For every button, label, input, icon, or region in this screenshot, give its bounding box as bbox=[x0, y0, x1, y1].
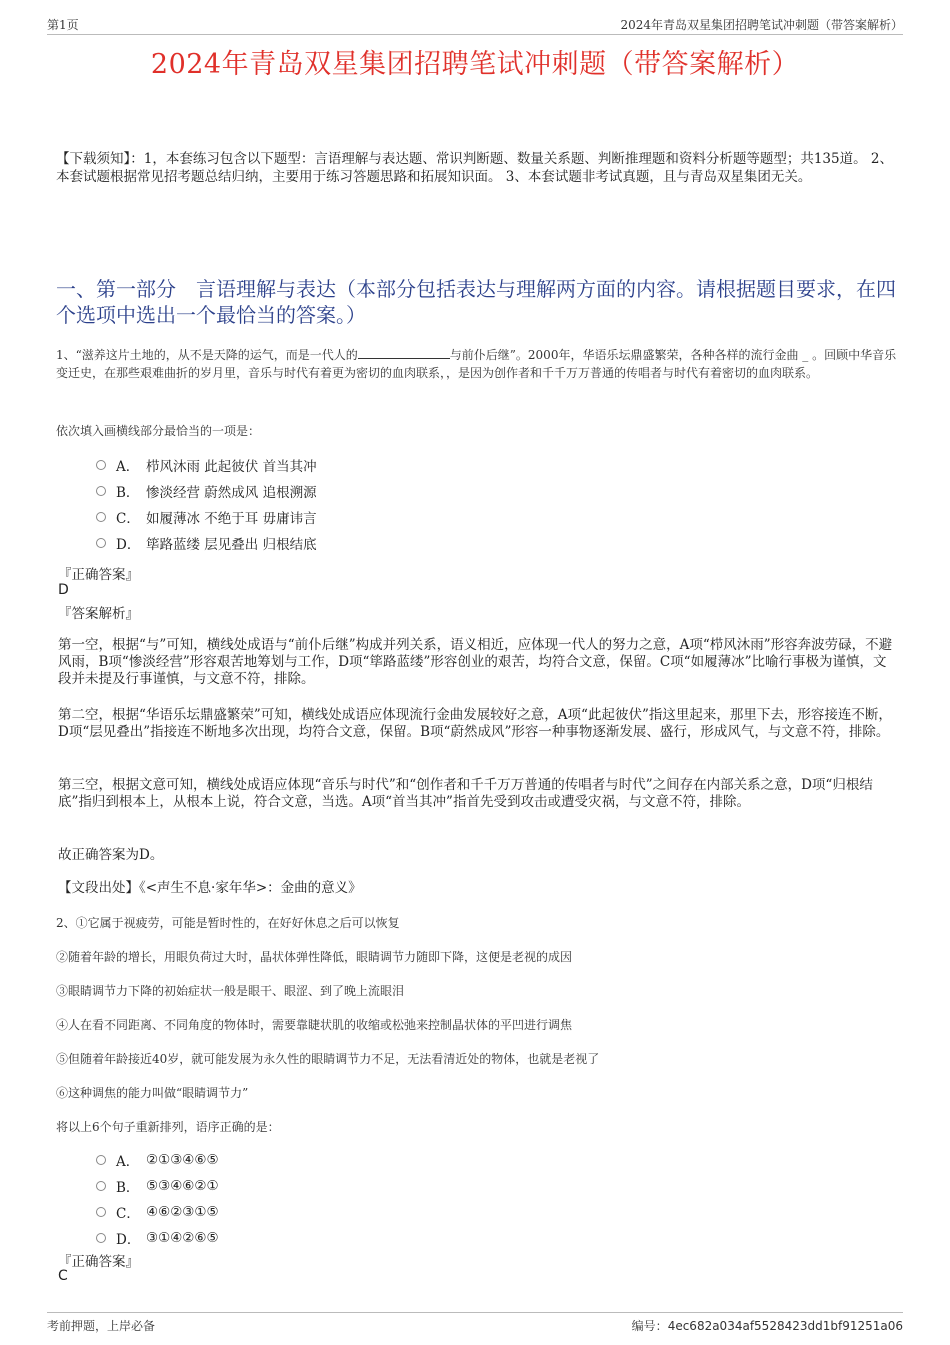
option-d[interactable]: D． 筚路蓝缕 层见叠出 归根结底 bbox=[96, 530, 317, 556]
radio-icon[interactable] bbox=[96, 486, 106, 496]
document-title: 2024年青岛双星集团招聘笔试冲刺题（带答案解析） bbox=[150, 49, 800, 80]
document-code: 编号：4ec682a034af5528423dd1bf91251a06 bbox=[631, 1319, 903, 1333]
analysis-label: 『答案解析』 bbox=[58, 606, 139, 622]
page-header bbox=[47, 14, 903, 35]
question-2-sentence: 2、①它属于视疲劳，可能是暂时性的，在好好休息之后可以恢复 bbox=[56, 916, 400, 930]
page-number: 第1页 bbox=[47, 18, 79, 32]
section-heading: 一、第一部分 言语理解与表达（本部分包括表达与理解两方面的内容。请根据题目要求，在四个选项中选出一个最恰当的答案。） bbox=[56, 277, 896, 327]
header-doc-title: 2024年青岛双星集团招聘笔试冲刺题（带答案解析） bbox=[620, 18, 903, 32]
correct-answer: C bbox=[58, 1268, 68, 1284]
download-notice: 【下载须知】：1，本套练习包含以下题型：言语理解与表达题、常识判断题、数量关系题、判断推理题和资料分析题等题型；共135道。 2、本套试题根据常见招考题总结归纳，主要用于练习答题思路和拓展知识面。 3、本套试题非考试真题，且与青岛双星集团无关。 bbox=[56, 151, 893, 185]
page-footer bbox=[47, 1312, 903, 1333]
option-c[interactable]: C． 如履薄冰 不绝于耳 毋庸讳言 bbox=[96, 504, 317, 530]
question-1-text: 1、“滋养这片土地的，从不是天降的运气，而是一代人的 与前仆后继”。2000年，华语乐坛鼎盛繁荣，各种各样的流行金曲 _ 。回顾中华音乐变迁史，在那些艰难曲折的岁月里，音乐与时代有着更为密切的血肉联系，，是因为创作者和千千万万普通的传唱者与时代有着密切的血肉联系。 bbox=[56, 348, 897, 380]
correct-answer-label: 『正确答案』 bbox=[58, 567, 139, 583]
option-d[interactable]: D． ③①④②⑥⑤ bbox=[96, 1225, 219, 1251]
question-2-sentence: ⑤但随着年龄接近40岁，就可能发展为永久性的眼睛调节力不足，无法看清近处的物体，也就是老视了 bbox=[56, 1052, 600, 1066]
footer-slogan: 考前押题，上岸必备 bbox=[47, 1319, 156, 1333]
question-2-sentence: ④人在看不同距离、不同角度的物体时，需要靠睫状肌的收缩或松弛来控制晶状体的平凹进行调焦 bbox=[56, 1018, 573, 1032]
radio-icon[interactable] bbox=[96, 512, 106, 522]
option-a[interactable]: A． 栉风沐雨 此起彼伏 首当其冲 bbox=[96, 452, 317, 478]
radio-icon[interactable] bbox=[96, 1181, 106, 1191]
option-b[interactable]: B． ⑤③④⑥②① bbox=[96, 1173, 219, 1199]
radio-icon[interactable] bbox=[96, 1155, 106, 1165]
radio-icon[interactable] bbox=[96, 460, 106, 470]
source-citation: 【文段出处】《<声生不息·家年华>：金曲的意义》 bbox=[58, 880, 362, 896]
option-c[interactable]: C． ④⑥②③①⑤ bbox=[96, 1199, 219, 1225]
option-a[interactable]: A． ②①③④⑥⑤ bbox=[96, 1147, 219, 1173]
question-1-prompt: 依次填入画横线部分最恰当的一项是： bbox=[56, 424, 261, 438]
question-2-sentence: ⑥这种调焦的能力叫做“眼睛调节力” bbox=[56, 1086, 249, 1100]
question-2-options bbox=[96, 1147, 219, 1251]
question-2-sentence: ②随着年龄的增长，用眼负荷过大时，晶状体弹性降低，眼睛调节力随即下降，这便是老视的成因 bbox=[56, 950, 573, 964]
analysis-conclusion: 故正确答案为D。 bbox=[58, 847, 164, 863]
radio-icon[interactable] bbox=[96, 538, 106, 548]
question-2-sentence: ③眼睛调节力下降的初始症状一般是眼干、眼涩、到了晚上流眼泪 bbox=[56, 984, 405, 998]
correct-answer: D bbox=[58, 582, 69, 598]
fill-blank bbox=[358, 346, 450, 359]
analysis-paragraph: 第二空，根据“华语乐坛鼎盛繁荣”可知，横线处成语应体现流行金曲发展较好之意，A项“此起彼伏”指这里起来，那里下去，形容接连不断，D项“层见叠出”指接连不断地多次出现，均符合文意，保留。B项“蔚然成风”形容一种事物逐渐发展、盛行，形成风气，与文意不符，排除。 bbox=[58, 707, 892, 740]
option-b[interactable]: B． 惨淡经营 蔚然成风 追根溯源 bbox=[96, 478, 317, 504]
question-1-options bbox=[96, 452, 317, 556]
analysis-paragraph: 第一空，根据“与”可知，横线处成语与“前仆后继”构成并列关系，语义相近，应体现一代人的努力之意，A项“栉风沐雨”形容奔波劳碌，不避风雨，B项“惨淡经营”形容艰苦地筹划与工作，D项“筚路蓝缕”形容创业的艰苦，均符合文意，保留。C项“如履薄冰”比喻行事极为谨慎，文段并未提及行事谨慎，与文意不符，排除。 bbox=[58, 637, 893, 687]
radio-icon[interactable] bbox=[96, 1233, 106, 1243]
question-2-prompt: 将以上6个句子重新排列，语序正确的是： bbox=[56, 1120, 280, 1134]
analysis-paragraph: 第三空，根据文意可知，横线处成语应体现“音乐与时代”和“创作者和千千万万普通的传唱者与时代”之间存在内部关系之意，D项“归根结底”指归到根本上，从根本上说，符合文意，当选。A项“首当其冲”指首先受到攻击或遭受灾祸，与文意不符，排除。 bbox=[58, 777, 873, 810]
radio-icon[interactable] bbox=[96, 1207, 106, 1217]
correct-answer-label: 『正确答案』 bbox=[58, 1254, 139, 1270]
